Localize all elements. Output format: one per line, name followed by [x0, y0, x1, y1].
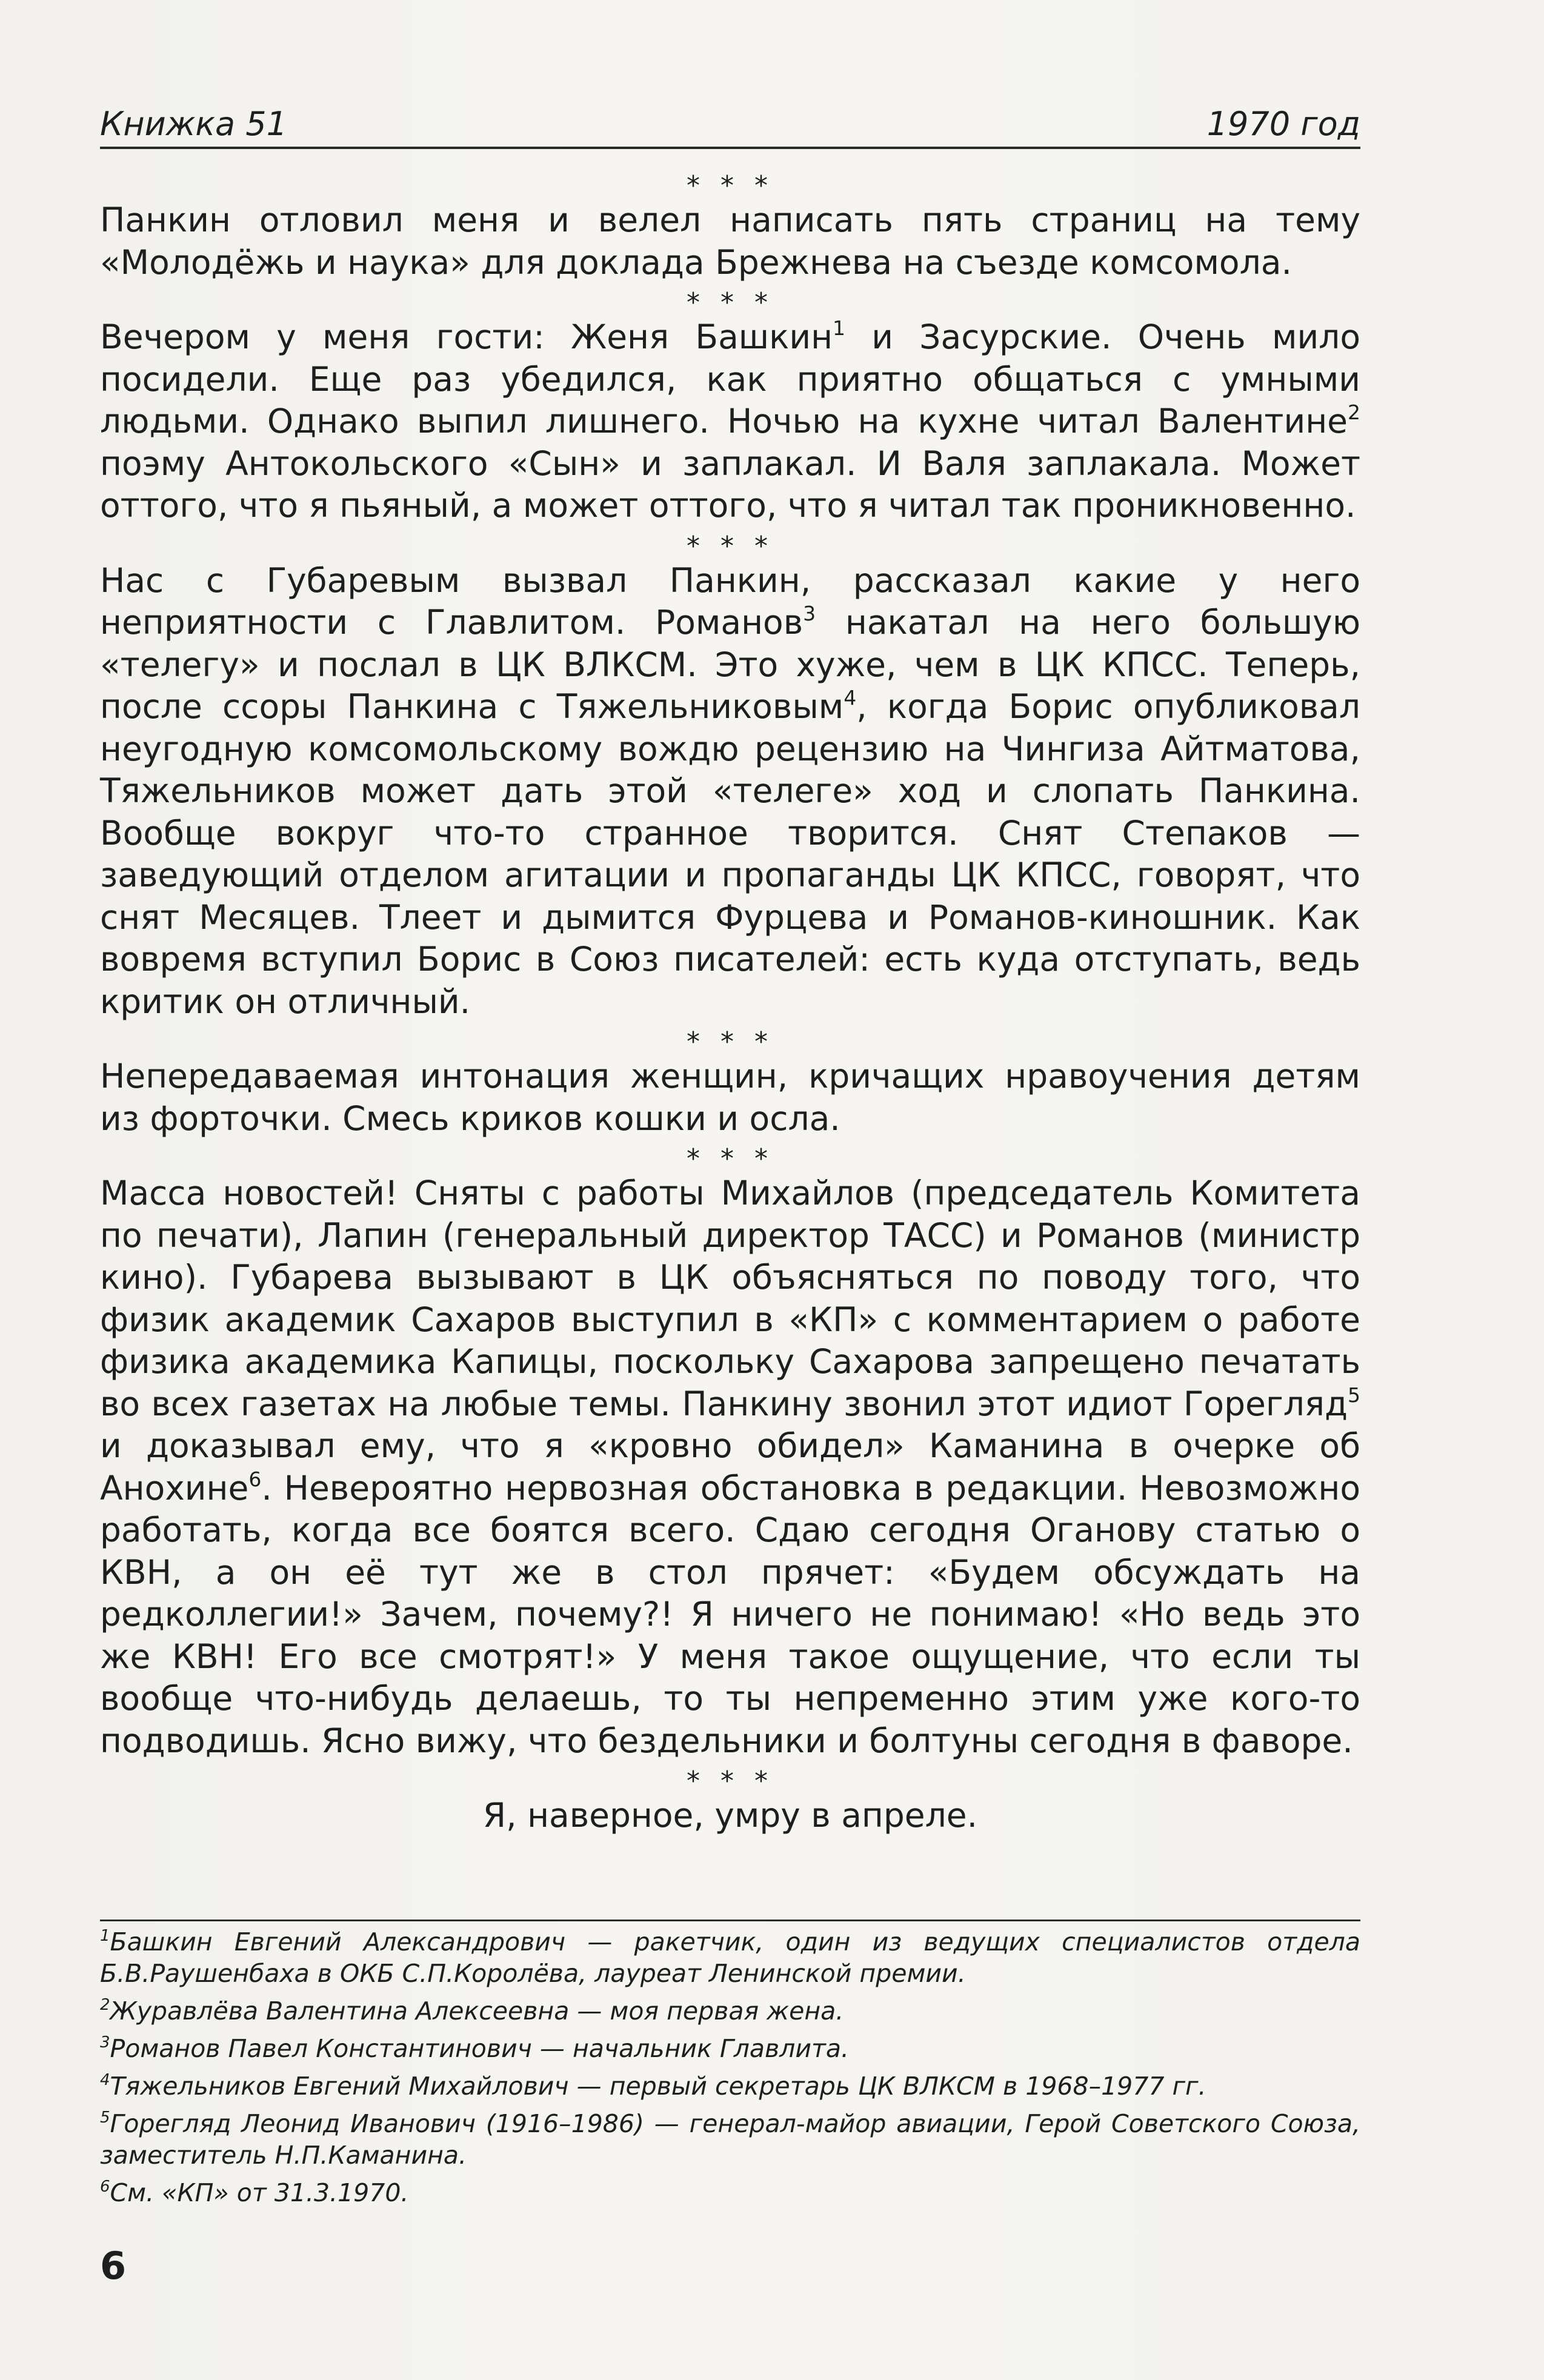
entry-text: Нас с Губаревым вызвал Панкин, рассказал какие у него неприятности с Главлитом. Романов$^3$ накатал на него большую «телегу» и послал в ЦК ВЛКСМ. Это хуже, чем в ЦК КПСС. Теперь, после ссоры Панкина с Тяжельниковым$^4$, когда Борис опубликовал неугодную комсомольскому вождю рецензию на Чингиза Айтматова, Тяжельников может дать этой «телеге» ход и слопать Панкина. Вообще вокруг что-то странное творится. Снят Степаков — заведующий отделом агитации и пропаганды ЦК КПСС, говорят, что снят Месяцев. Тлеет и дымится Фурцева и Романов-киношник. Как вовремя вступил Борис в Союз писателей: есть куда отступать, ведь критик он отличный.	[100, 560, 1361, 1021]
footnote: $^1$Башкин Евгений Александрович — ракетчик, один из ведущих специалистов отдела Б.В.Раушенбаха в ОКБ С.П.Королёва, лауреат Ленинской премии.	[100, 1927, 1360, 1988]
footnote-ref: 2	[1348, 401, 1360, 424]
entry-separator: * * *	[687, 1766, 774, 1797]
footnote-ref: 5	[1348, 1383, 1360, 1407]
footnote: $^3$Романов Павел Константинович — начальник Главлита.	[100, 2033, 850, 2063]
diary-entry	[100, 530, 1361, 1023]
diary-entry	[100, 287, 1360, 527]
footnote-ref: 4	[844, 686, 857, 710]
diary-entry	[100, 1768, 1360, 1837]
diary-entry	[100, 1143, 1360, 1762]
header-year: 1970 год	[1206, 105, 1360, 143]
diary-body	[100, 170, 1361, 1843]
footnote-ref: 3	[803, 602, 816, 625]
entry-separator: * * *	[687, 530, 774, 562]
page-number: 6	[100, 2244, 127, 2288]
footnote-ref: 1	[833, 316, 846, 340]
diary-entry	[100, 170, 1360, 284]
entry-separator: * * *	[687, 287, 774, 318]
footnote: $^2$Журавлёва Валентина Алексеевна — моя первая жена.	[100, 1996, 844, 2026]
entry-separator: * * *	[687, 170, 774, 201]
footnote: $^4$Тяжельников Евгений Михайлович — первый секретарь ЦК ВЛКСМ в 1968–1977 гг.	[100, 2071, 1206, 2101]
entry-text: Я, наверное, умру в апреле.	[482, 1796, 978, 1835]
footnote: $^6$См. «КП» от 31.3.1970.	[100, 2178, 409, 2207]
running-header	[100, 102, 1360, 149]
footnotes	[100, 1920, 1360, 2215]
header-book-title: Книжка 51	[100, 105, 287, 143]
entry-text: Вечером у меня гости: Женя Башкин$^1$ и Засурские. Очень мило посидели. Еще раз убедился, как приятно общаться с умными людьми. Однако выпил лишнего. Ночью на кухне читал Валентине$^2$ поэму Антокольского «Сын» и заплакал. И Валя заплакала. Может оттого, что я пьяный, а может оттого, что я читал так проникновенно.	[100, 316, 1360, 525]
footnote-ref: 6	[248, 1467, 262, 1491]
entry-text: Масса новостей! Сняты с работы Михайлов (председатель Комитета по печати), Лапин (генеральный директор ТАСС) и Романов (министр кино). Губарева вызывают в ЦК объясняться по поводу того, что физик академик Сахаров выступил в «КП» с комментарием о работе физика академика Капицы, поскольку Сахарова запрещено печатать во всех газетах на любые темы. Панкину звонил этот идиот Горегляд$^5$ и доказывал ему, что я «кровно обидел» Каманина в очерке об Анохине$^6$. Невероятно нервозная обстановка в редакции. Невозможно работать, когда все боятся всего. Сдаю сегодня Оганову статью о КВН, а он её тут же в стол прячет: «Будем обсуждать на редколлегии!» Зачем, почему?! Я ничего не понимаю! «Но ведь это же КВН! Его все смотрят!» У меня такое ощущение, что если ты вообще что-нибудь делаешь, то ты непременно этим уже кого-то подводишь. Ясно вижу, что бездельники и болтуны сегодня в фаворе.	[100, 1174, 1360, 1760]
entry-text: Панкин отловил меня и велел написать пять страниц на тему «Молодёжь и наука» для доклада Брежнева на съезде комсомола.	[100, 201, 1360, 282]
entry-separator: * * *	[687, 1026, 774, 1057]
diary-entry	[100, 1026, 1360, 1140]
entry-separator: * * *	[687, 1143, 774, 1174]
footnote: $^5$Горегляд Леонид Иванович (1916–1986) — генерал-майор авиации, Герой Советского Союза, заместитель Н.П.Каманина.	[100, 2109, 1360, 2170]
entry-text: Непередаваемая интонация женщин, кричащих нравоучения детям из форточки. Смесь криков кошки и осла.	[100, 1057, 1360, 1138]
